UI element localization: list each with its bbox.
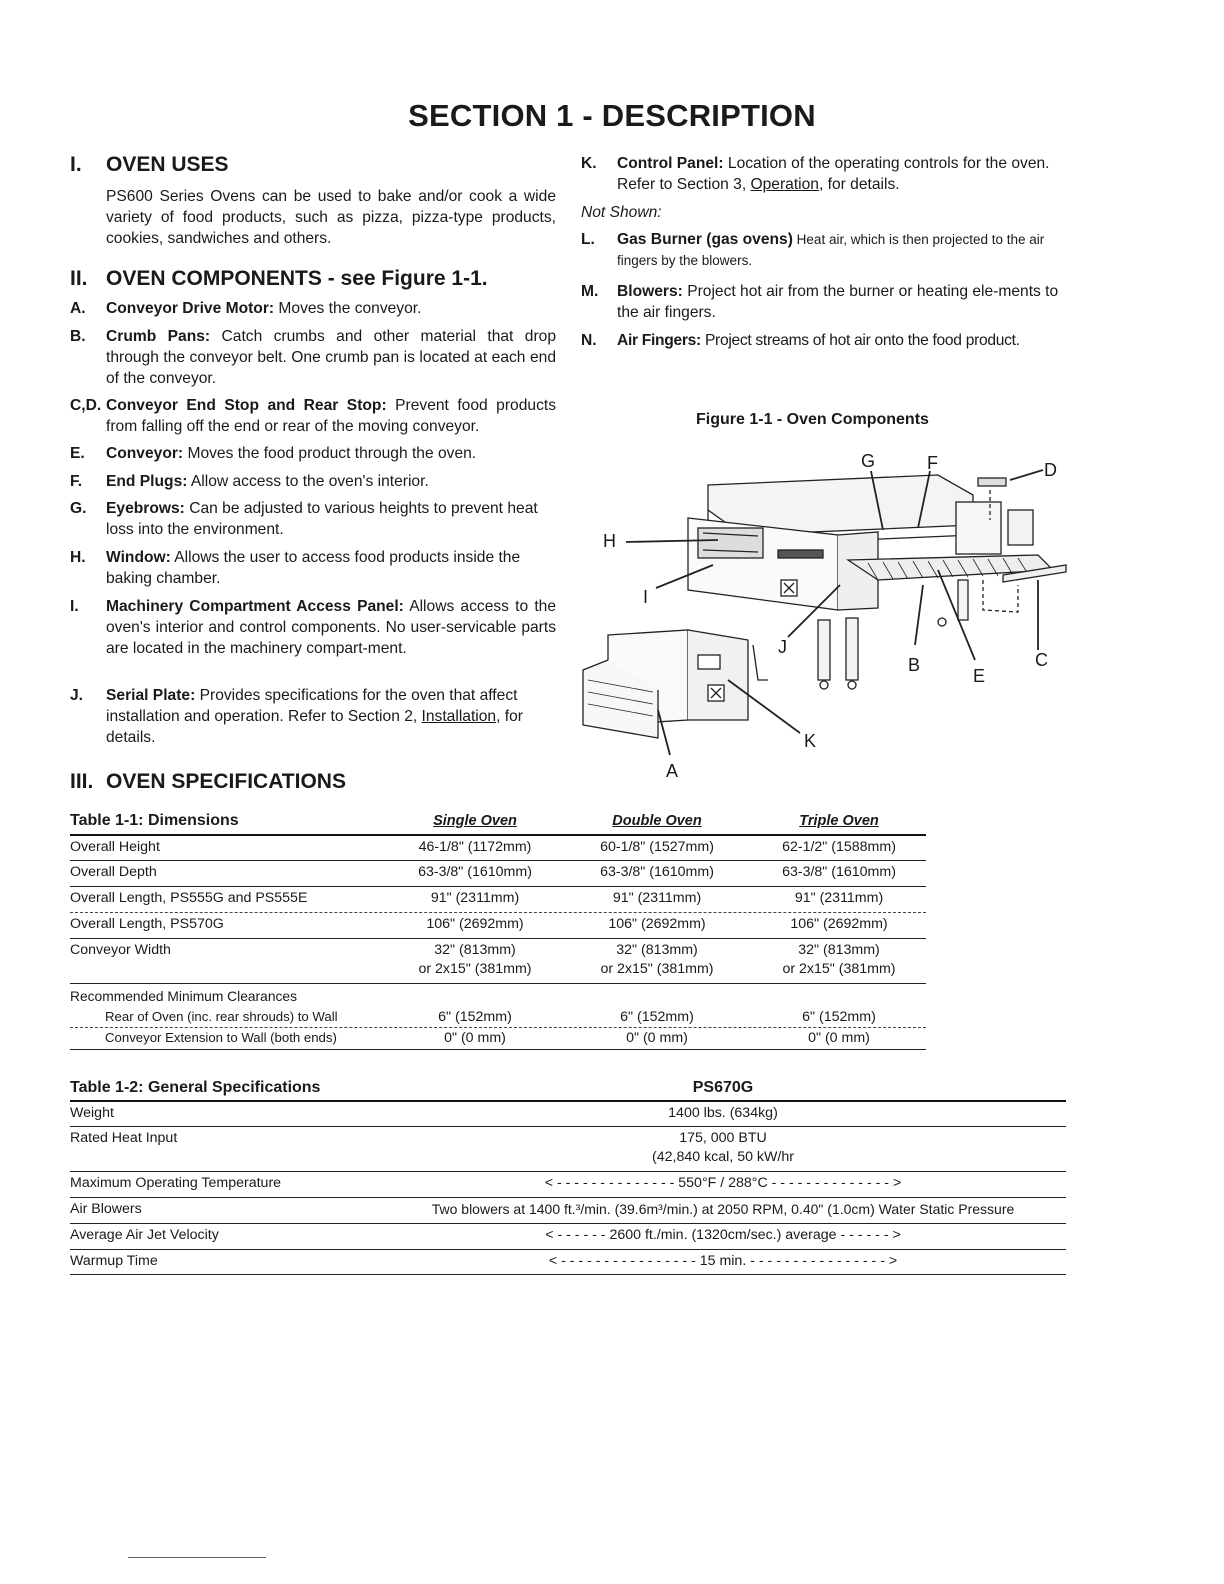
oven-components-diagram [578,440,1078,790]
cell: 6" (152mm) [802,1009,876,1025]
table-row [70,1127,1066,1172]
item-term: Control Panel: [617,155,724,172]
cell: 106" (2692mm) [426,916,524,932]
item-desc: Project hot air from the burner or heating ele-ments to the air fingers. [617,283,1059,321]
cell: 91" (2311mm) [612,890,702,906]
component-item-e [70,443,556,465]
row-label: Warmup Time [70,1253,158,1269]
component-item-cd [70,395,556,439]
component-item-l [581,229,1067,273]
figure-label-h: H [603,531,616,551]
section-oven-uses-heading [70,153,229,177]
section-number: I. [70,153,82,176]
row-label: Average Air Jet Velocity [70,1227,219,1243]
table-row [70,1250,1066,1275]
general-specifications-table [70,1079,1066,1275]
installation-link[interactable]: Installation [421,708,497,725]
figure-caption: Figure 1-1 - Oven Components [696,411,929,428]
cell: or 2x15" (381mm) [600,961,714,977]
figure-label-g: G [861,451,876,471]
figure-label-b: B [908,655,921,675]
component-item-i [70,596,556,682]
item-desc: Provides specifications for the oven that affect installation and operation. Refer to Section 2, [106,687,518,725]
cell: 32" (813mm) [434,942,516,958]
item-term: Window: [106,549,171,566]
row-label: Conveyor Extension to Wall (both ends) [105,1030,337,1045]
item-letter: N. [581,332,597,349]
table-row [70,1224,1066,1250]
figure-label-a: A [666,761,679,781]
table-row [70,913,926,939]
cell: 0" (0 mm) [808,1030,870,1046]
item-letter: L. [581,231,595,248]
section-specifications-heading [70,770,346,794]
figure-label-f: F [927,453,938,473]
item-term: Serial Plate: [106,687,196,704]
item-letter: G. [70,500,87,517]
component-item-k [581,153,1067,197]
row-label: Air Blowers [70,1201,142,1217]
item-desc: Allow access to the oven's interior. [187,473,429,490]
item-term: Eyebrows: [106,500,185,517]
item-desc: Project streams of hot air onto the food product. [700,332,1020,349]
row-label: Rear of Oven (inc. rear shrouds) to Wall [105,1009,338,1024]
component-item-j [70,685,556,751]
cell: or 2x15" (381mm) [782,961,896,977]
figure-label-k: K [804,731,817,751]
item-desc: Allows the user to access food products inside the baking chamber. [106,549,521,587]
table-row [70,1008,926,1028]
table-title: Table 1-1: Dimensions [70,812,239,829]
table-row [70,1028,926,1050]
table-row [70,1102,1066,1127]
column-header: Triple Oven [799,813,879,829]
row-label: Rated Heat Input [70,1130,178,1146]
cell: or 2x15" (381mm) [418,961,532,977]
row-label: Overall Length, PS555G and PS555E [70,890,308,906]
cell: 91" (2311mm) [430,890,520,906]
cell: 63-3/8" (1610mm) [782,864,896,880]
item-term: Blowers: [617,283,683,300]
item-desc-end: , for details. [818,176,900,193]
cell: 106" (2692mm) [790,916,888,932]
dimensions-table [70,812,926,1050]
item-term: Conveyor End Stop and Rear Stop: [106,397,387,414]
table-row [70,836,926,861]
item-term: Conveyor: [106,445,184,462]
item-term: End Plugs: [106,473,188,490]
section-number: II. [70,267,88,290]
table-row [70,1172,1066,1198]
table-title: Table 1-2: General Specifications [70,1079,321,1096]
cell: 91" (2311mm) [794,890,884,906]
cell: (42,840 kcal, 50 kW/hr [652,1149,794,1165]
item-term: Machinery Compartment Access Panel: [106,598,404,615]
cell: < - - - - - - - - - - - - - - 550°F / 288°C - - - - - - - - - - - - - - > [544,1175,902,1191]
figure-label-j: J [778,637,787,657]
section-title: OVEN SPECIFICATIONS [106,770,346,793]
item-desc: Moves the food product through the oven. [183,445,477,462]
item-letter: B. [70,328,86,345]
row-label: Recommended Minimum Clearances [70,989,297,1004]
not-shown-label: Not Shown: [581,204,662,221]
item-desc: Location of the operating controls for the oven. Refer to Section 3, [617,155,1050,193]
item-term: Crumb Pans: [106,328,211,345]
item-letter: H. [70,549,86,566]
figure-label-i: I [643,587,649,607]
cell: < - - - - - - 2600 ft./min. (1320cm/sec.) average - - - - - - > [545,1227,901,1243]
table-row [70,887,926,913]
cell: < - - - - - - - - - - - - - - - - 15 min. - - - - - - - - - - - - - - - - > [548,1253,898,1269]
column-header: Double Oven [612,813,702,829]
cell: 46-1/8" (1172mm) [418,839,532,855]
item-letter: F. [70,473,83,490]
table-header [70,1079,1066,1102]
table-row [70,939,926,984]
column-header: PS670G [692,1079,754,1096]
page-title: SECTION 1 - DESCRIPTION [408,98,816,133]
item-desc: Prevent food products from falling off the end or rear of the moving conveyor. [106,397,556,435]
table-row [70,1198,1066,1224]
cell: 1400 lbs. (634kg) [668,1105,778,1121]
item-letter: C,D. [70,397,102,414]
component-item-m [581,281,1067,325]
item-letter: I. [70,598,79,615]
item-term: Conveyor Drive Motor: [106,300,275,317]
cell: 106" (2692mm) [608,916,706,932]
footer-rule [128,1557,266,1558]
row-label: Overall Depth [70,864,157,880]
row-label: Maximum Operating Temperature [70,1175,282,1191]
component-item-g [70,498,556,542]
cell: 63-3/8" (1610mm) [600,864,714,880]
operation-link[interactable]: Operation [750,176,819,193]
item-term: Air Fingers: [617,332,701,349]
component-item-a [70,298,556,320]
table-header [70,812,926,836]
row-label: Weight [70,1105,114,1121]
cell: 0" (0 mm) [444,1030,506,1046]
table-row [70,984,926,1008]
cell: 0" (0 mm) [626,1030,688,1046]
item-term: Gas Burner (gas ovens) [617,231,793,248]
cell: 6" (152mm) [620,1009,694,1025]
section-title: OVEN COMPONENTS - see Figure 1-1. [106,267,488,290]
item-letter: A. [70,300,86,317]
item-desc: Heat air, which is then projected to the air fingers by the blowers. [617,232,1045,268]
row-label: Overall Height [70,839,160,855]
item-letter: J. [70,687,84,704]
item-desc-end: , for details. [106,708,523,746]
item-desc: Allows access to the oven's interior and control components. No user-servicable parts are located in the machinery compart-ment. [106,598,556,657]
item-letter: K. [581,155,597,172]
component-item-n [581,330,1067,352]
cell: 62-1/2" (1588mm) [782,839,896,855]
figure-label-d: D [1044,460,1057,480]
row-label: Conveyor Width [70,942,171,958]
item-desc: Catch crumbs and other material that drop through the conveyor belt. One crumb pan is located at each end of the conveyor. [106,328,556,387]
component-item-b [70,326,556,392]
figure-label-e: E [973,666,986,686]
item-letter: E. [70,445,85,462]
cell: Two blowers at 1400 ft.³/min. (39.6m³/min.) at 2050 RPM, 0.40" (1.0cm) Water Static Pressure [431,1201,1015,1217]
section-number: III. [70,770,94,793]
cell: 32" (813mm) [616,942,698,958]
table-row [70,861,926,887]
cell: 63-3/8" (1610mm) [418,864,532,880]
column-header: Single Oven [433,813,517,829]
cell: 60-1/8" (1527mm) [600,839,714,855]
cell: 6" (152mm) [438,1009,512,1025]
cell: 175, 000 BTU [679,1130,767,1146]
component-item-f [70,471,556,493]
section-title: OVEN USES [106,153,229,176]
cell: 32" (813mm) [798,942,880,958]
item-desc: Can be adjusted to various heights to prevent heat loss into the environment. [106,500,538,538]
item-desc: Moves the conveyor. [274,300,422,317]
component-item-h [70,547,556,591]
section-oven-components-heading [70,267,488,291]
row-label: Overall Length, PS570G [70,916,224,932]
figure-label-c: C [1035,650,1048,670]
item-letter: M. [581,283,599,300]
oven-uses-paragraph: PS600 Series Ovens can be used to bake and/or cook a wide variety of food products, such as pizza, pizza-type products, cookies, sandwiches and others. [106,188,556,247]
